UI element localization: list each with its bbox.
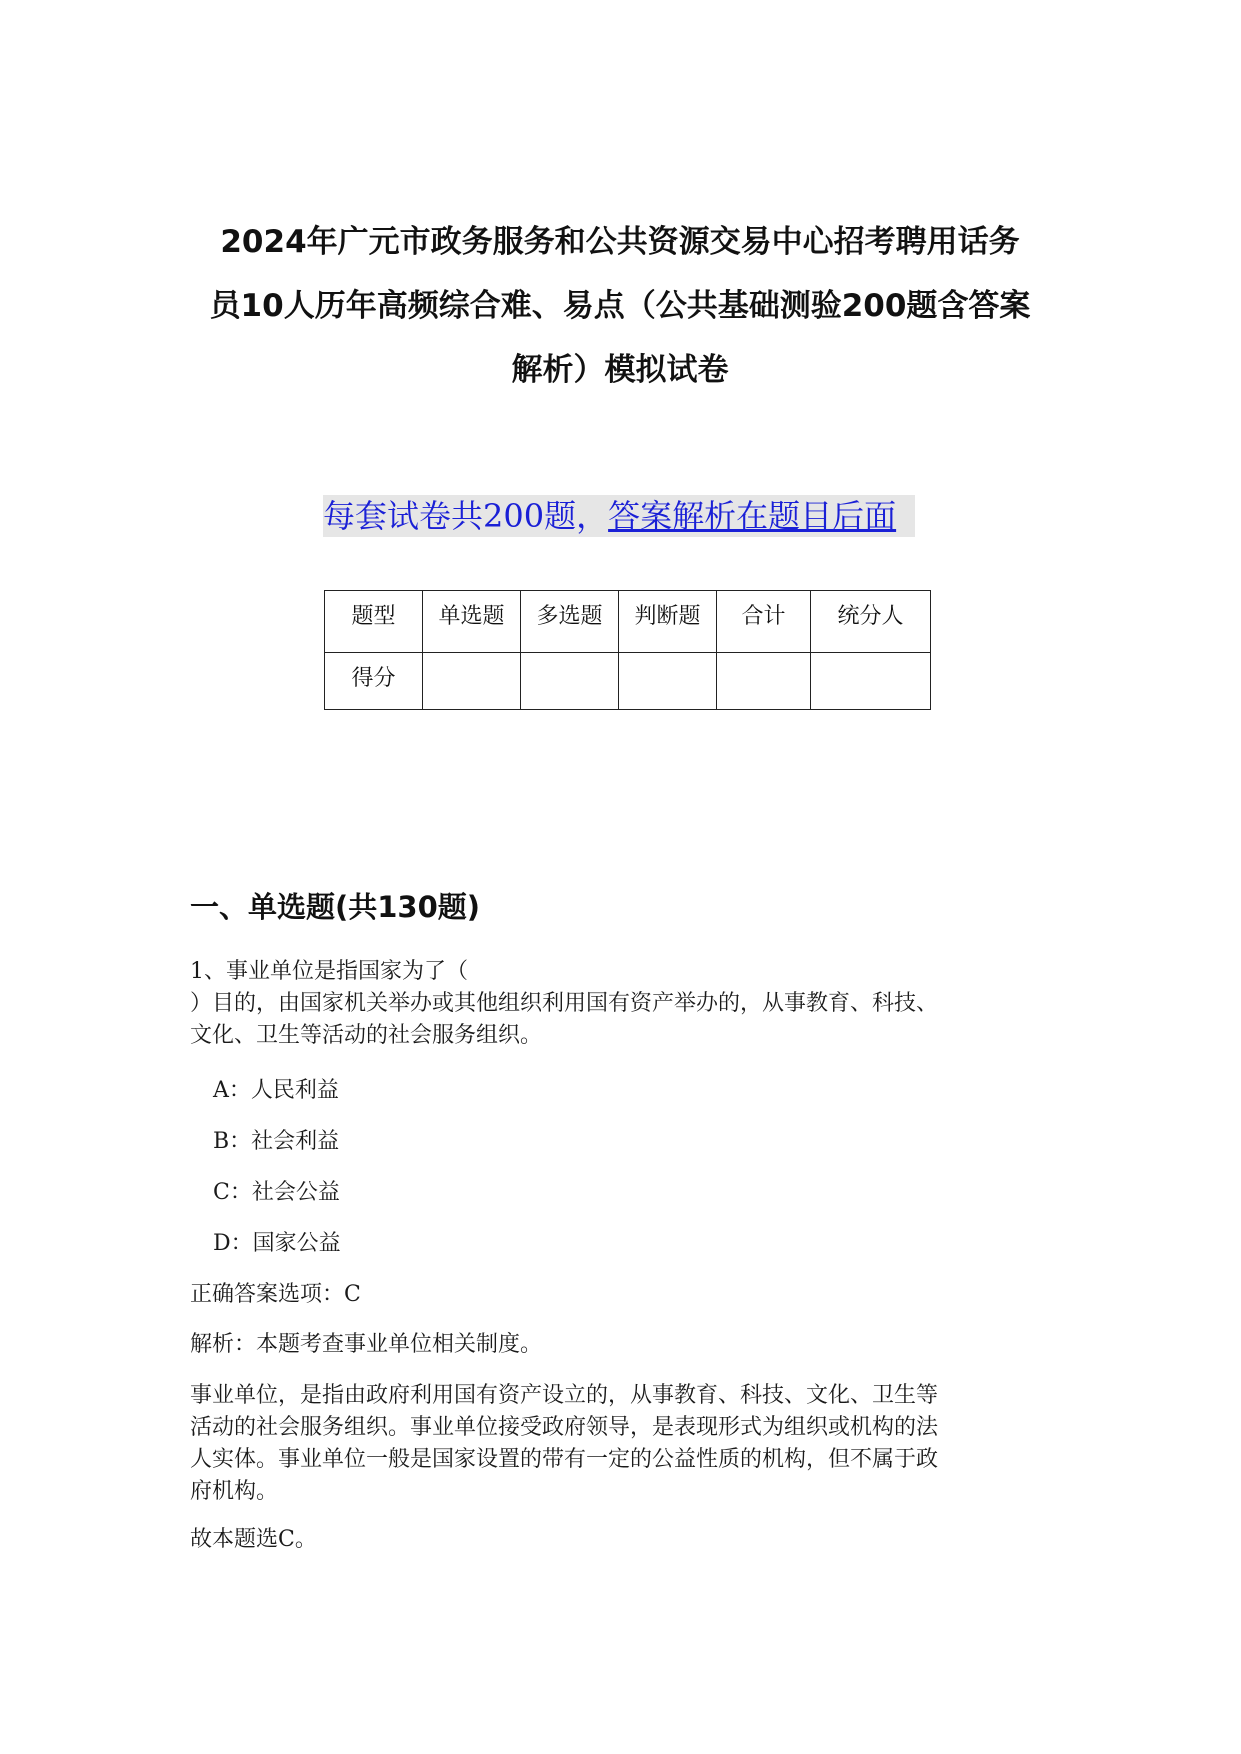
section-heading: 一、单选题(共130题) xyxy=(190,890,481,924)
answer-notice-banner xyxy=(323,495,915,537)
score-table xyxy=(324,590,931,710)
score-table-header-row xyxy=(325,591,931,653)
question-stem-line: ）目的，由国家机关举办或其他组织利用国有资产举办的，从事教育、科技、 xyxy=(190,991,939,1016)
score-row-label: 得分 xyxy=(325,653,423,710)
banner-link[interactable]: 答案解析在题目后面 xyxy=(608,497,897,535)
header-cell-judgement: 判断题 xyxy=(619,591,717,653)
option-c[interactable]: C：社会公益 xyxy=(213,1180,340,1205)
score-table-score-row xyxy=(325,653,931,710)
explanation-line: 活动的社会服务组织。事业单位接受政府领导，是表现形式为组织或机构的法 xyxy=(190,1415,939,1440)
score-cell-multiple[interactable] xyxy=(521,653,619,710)
correct-answer xyxy=(190,1279,1050,1311)
score-cell-scorer[interactable] xyxy=(811,653,931,710)
question-stem-line: 文化、卫生等活动的社会服务组织。 xyxy=(190,1023,543,1048)
header-cell-single: 单选题 xyxy=(423,591,521,653)
header-cell-total: 合计 xyxy=(717,591,811,653)
explanation-line: 事业单位，是指由政府利用国有资产设立的，从事教育、科技、文化、卫生等 xyxy=(190,1383,939,1408)
header-cell-type: 题型 xyxy=(325,591,423,653)
conclusion xyxy=(190,1524,1050,1556)
option-a[interactable]: A：人民利益 xyxy=(213,1078,339,1103)
document-title xyxy=(190,210,1050,402)
explanation-line: 人实体。事业单位一般是国家设置的带有一定的公益性质的机构，但不属于政 xyxy=(190,1447,939,1472)
header-cell-multiple: 多选题 xyxy=(521,591,619,653)
analysis-intro xyxy=(190,1329,1050,1361)
correct-answer-text: 正确答案选项：C xyxy=(190,1282,361,1307)
question-stem-line: 1、事业单位是指国家为了（ xyxy=(190,959,468,984)
analysis-text: 解析：本题考查事业单位相关制度。 xyxy=(190,1332,543,1357)
explanation-line: 府机构。 xyxy=(190,1479,279,1504)
header-cell-scorer: 统分人 xyxy=(811,591,931,653)
option-b[interactable]: B：社会利益 xyxy=(213,1129,340,1154)
banner-text: 每套试卷共200题， xyxy=(323,497,609,535)
option-d[interactable]: D：国家公益 xyxy=(213,1231,341,1256)
title-line-3: 解析）模拟试卷 xyxy=(511,352,729,388)
question-stem xyxy=(190,956,1050,1052)
score-cell-judgement[interactable] xyxy=(619,653,717,710)
explanation-paragraph xyxy=(190,1380,1050,1508)
title-line-1: 2024年广元市政务服务和公共资源交易中心招考聘用话务 xyxy=(220,224,1020,260)
conclusion-text: 故本题选C。 xyxy=(190,1527,317,1552)
score-cell-single[interactable] xyxy=(423,653,521,710)
title-line-2: 员10人历年高频综合难、易点（公共基础测验200题含答案 xyxy=(209,288,1031,324)
score-cell-total[interactable] xyxy=(717,653,811,710)
